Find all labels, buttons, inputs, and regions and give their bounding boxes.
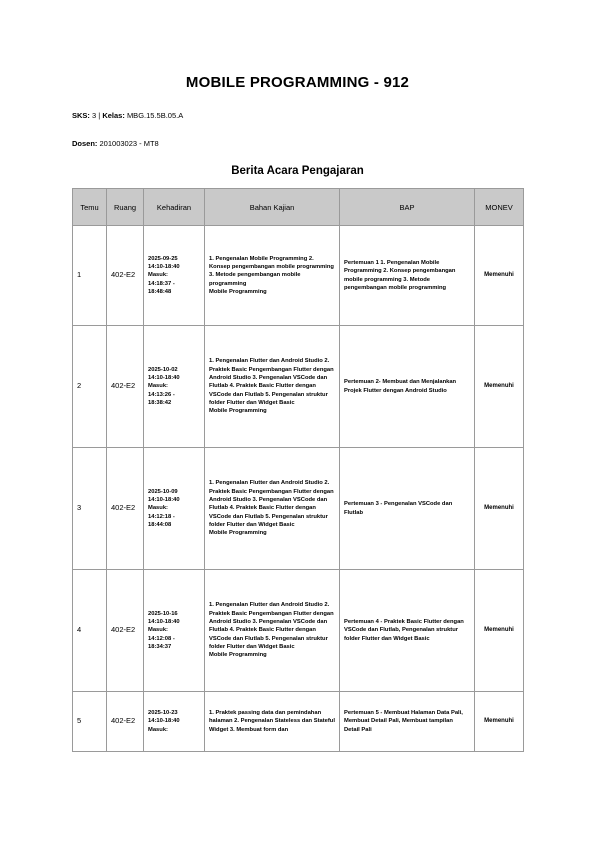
kehadiran-cell — [144, 226, 205, 326]
masuk-label: Masuk: — [148, 505, 168, 512]
bahan-text: 1. Pengenalan Flutter dan Android Studio 2. Praktek Basic Pengembangan Flutter dengan Android Studio 3. Pengenalan VSCode dan Flutlab 4. Praktek Basic Flutter dengan VSCode dan Flutlab 5. Pengenalan struktur folder Flutter dan Widget Basic — [209, 602, 334, 651]
bahan-kajian-cell — [205, 326, 340, 448]
tanggal: 2025-09-25 — [148, 255, 178, 262]
header-kehadiran: Kehadiran — [144, 189, 205, 226]
bahan-extra: Mobile Programming — [209, 408, 267, 415]
tanggal: 2025-10-16 — [148, 610, 178, 617]
jam: 14:10-18:40 — [148, 263, 180, 270]
header-monev: MONEV — [475, 189, 524, 226]
dosen-value: 201003023 - MT8 — [99, 139, 159, 148]
bahan-extra: Mobile Programming — [209, 530, 267, 537]
section-title: Berita Acara Pengajaran — [231, 165, 364, 177]
masuk-time: 14:13:26 - — [148, 391, 175, 398]
masuk-time: 14:18:37 - — [148, 280, 175, 287]
sks-label: SKS: — [72, 111, 90, 120]
bap-cell: Pertemuan 1 1. Pengenalan Mobile Programming 2. Konsep pengembangan mobile programming 3. Metode pengembangan mobile programming — [340, 226, 475, 326]
table-row — [73, 692, 524, 752]
header-temu: Temu — [73, 189, 107, 226]
header-bap: BAP — [340, 189, 475, 226]
table-row — [73, 448, 524, 570]
jam: 14:10-18:40 — [148, 718, 180, 725]
tanggal: 2025-10-23 — [148, 709, 178, 716]
kehadiran-cell — [144, 570, 205, 692]
bahan-text: 1. Pengenalan Flutter dan Android Studio 2. Praktek Basic Pengembangan Flutter dengan Android Studio 3. Pengenalan VSCode dan Flutlab 4. Praktek Basic Flutter dengan VSCode dan Flutlab 5. Pengenalan struktur folder Flutter dan Widget Basic — [209, 480, 334, 529]
kehadiran-cell — [144, 326, 205, 448]
kelas-value: MBG.15.5B.05.A — [126, 111, 184, 120]
ruang-cell: 402-E2 — [107, 570, 144, 692]
dosen-label: Dosen: — [72, 139, 98, 148]
masuk-time: 14:12:18 - — [148, 513, 175, 520]
bahan-kajian-cell — [205, 448, 340, 570]
temu-cell: 2 — [73, 326, 107, 448]
sks-value: 3 — [92, 111, 97, 120]
ruang-cell: 402-E2 — [107, 226, 144, 326]
bahan-text: 1. Praktek passing data dan pemindahan halaman 2. Pengenalan Stateless dan Stateful Widget 3. Membuat form dan — [209, 709, 335, 733]
bahan-extra: Mobile Programming — [209, 289, 267, 296]
masuk-time: 14:12:08 - — [148, 635, 175, 642]
masuk-label: Masuk: — [148, 726, 168, 733]
teaching-record-table — [72, 188, 524, 752]
lecturer-meta — [72, 139, 159, 148]
keluar-time: 18:34:37 — [148, 644, 172, 651]
bahan-kajian-cell — [205, 226, 340, 326]
tanggal: 2025-10-09 — [148, 488, 178, 495]
ruang-cell: 402-E2 — [107, 326, 144, 448]
bahan-text: 1. Pengenalan Mobile Programming 2. Konsep pengembangan mobile programming 3. Metode pengembangan mobile programming — [209, 255, 334, 287]
bap-cell: Pertemuan 3 - Pengenalan VSCode dan Flutlab — [340, 448, 475, 570]
bahan-extra: Mobile Programming — [209, 652, 267, 659]
monev-cell: Memenuhi — [475, 448, 524, 570]
temu-cell: 3 — [73, 448, 107, 570]
kehadiran-cell — [144, 448, 205, 570]
masuk-label: Masuk: — [148, 383, 168, 390]
kelas-label: Kelas: — [102, 111, 125, 120]
course-meta — [72, 111, 183, 120]
jam: 14:10-18:40 — [148, 496, 180, 503]
masuk-label: Masuk: — [148, 627, 168, 634]
monev-cell: Memenuhi — [475, 226, 524, 326]
jam: 14:10-18:40 — [148, 618, 180, 625]
monev-cell: Memenuhi — [475, 692, 524, 752]
masuk-label: Masuk: — [148, 272, 168, 279]
bap-cell: Pertemuan 5 - Membuat Halaman Data Pali, Membuat Detail Pali, Membuat tampilan Detail Pali — [340, 692, 475, 752]
temu-cell: 1 — [73, 226, 107, 326]
header-bahan-kajian: Bahan Kajian — [205, 189, 340, 226]
meta-separator: | — [98, 111, 101, 120]
bap-cell: Pertemuan 4 - Praktek Basic Flutter dengan VSCode dan Flutlab, Pengenalan struktur folder Flutter dan Widget Basic — [340, 570, 475, 692]
monev-cell: Memenuhi — [475, 326, 524, 448]
keluar-time: 18:44:08 — [148, 522, 172, 529]
bahan-kajian-cell — [205, 570, 340, 692]
monev-cell: Memenuhi — [475, 570, 524, 692]
kehadiran-cell — [144, 692, 205, 752]
table-row — [73, 326, 524, 448]
keluar-time: 18:48:48 — [148, 289, 172, 296]
table-header-row — [73, 189, 524, 226]
jam: 14:10-18:40 — [148, 374, 180, 381]
tanggal: 2025-10-02 — [148, 366, 178, 373]
bahan-text: 1. Pengenalan Flutter dan Android Studio 2. Praktek Basic Pengembangan Flutter dengan Android Studio 3. Pengenalan VSCode dan Flutlab 4. Praktek Basic Flutter dengan VSCode dan Flutlab 5. Pengenalan struktur folder Flutter dan Widget Basic — [209, 358, 334, 407]
keluar-time: 18:38:42 — [148, 400, 172, 407]
table-row — [73, 226, 524, 326]
bap-cell: Pertemuan 2- Membuat dan Menjalankan Projek Flutter dengan Android Studio — [340, 326, 475, 448]
header-ruang: Ruang — [107, 189, 144, 226]
temu-cell: 4 — [73, 570, 107, 692]
page-title: MOBILE PROGRAMMING - 912 — [185, 74, 410, 91]
ruang-cell: 402-E2 — [107, 448, 144, 570]
ruang-cell: 402-E2 — [107, 692, 144, 752]
table-row — [73, 570, 524, 692]
temu-cell: 5 — [73, 692, 107, 752]
bahan-kajian-cell — [205, 692, 340, 752]
